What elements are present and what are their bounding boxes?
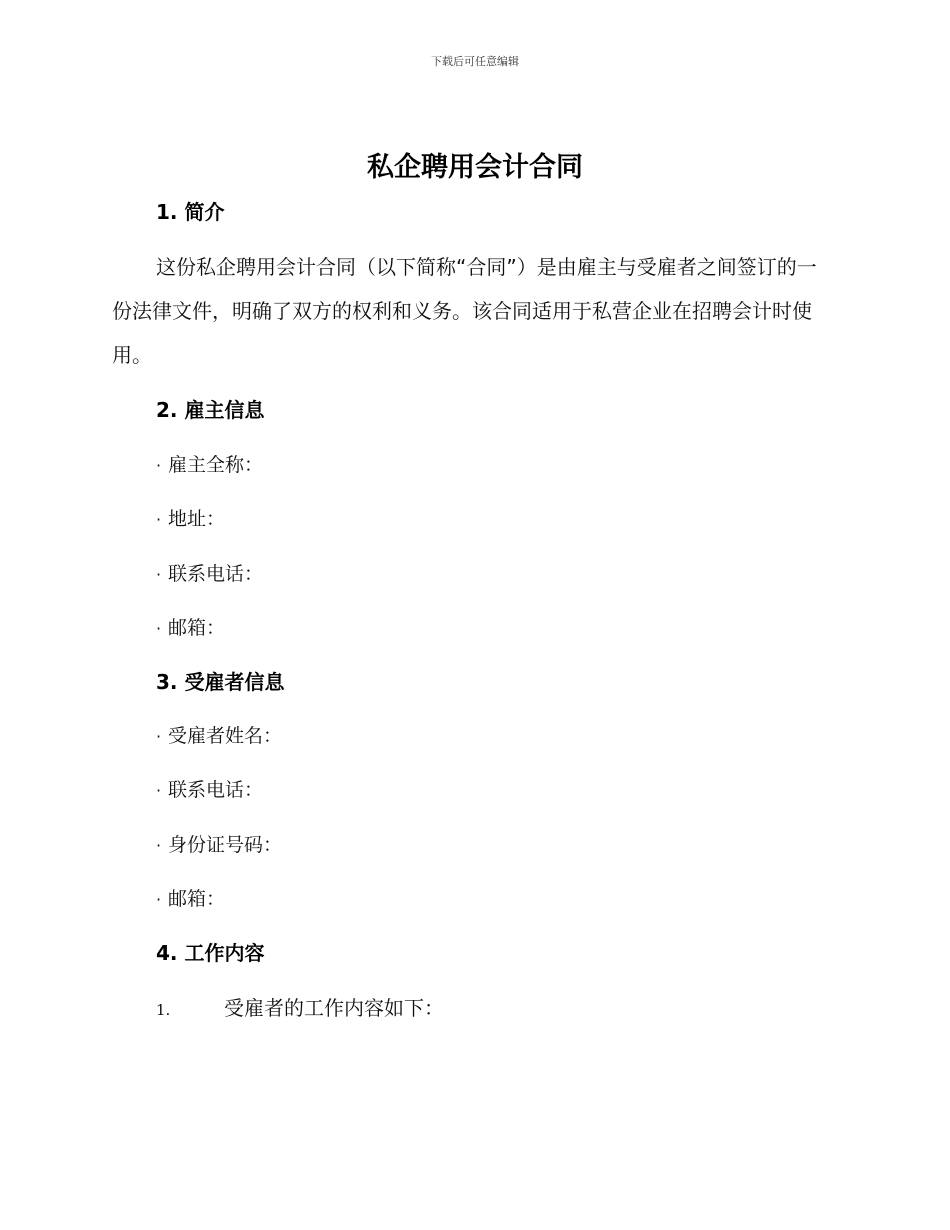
employer-item	[156, 559, 263, 590]
employee-item	[156, 775, 263, 806]
bullet-dot: ·	[156, 890, 162, 909]
section-heading-employer: 2. 雇主信息	[156, 398, 265, 422]
numbered-item-text: 受雇者的工作内容如下：	[224, 996, 444, 1020]
employer-item-label: 邮箱：	[168, 617, 226, 639]
employee-item	[156, 721, 282, 752]
employer-item	[156, 450, 263, 481]
section-heading-job-content: 4. 工作内容	[156, 941, 265, 965]
intro-paragraph	[112, 245, 832, 377]
employer-item-label: 联系电话：	[168, 563, 264, 585]
employer-item-label: 雇主全称：	[168, 454, 264, 476]
document-title: 私企聘用会计合同	[367, 152, 583, 183]
intro-paragraph-text: 这份私企聘用会计合同（以下简称“合同”）是由雇主与受雇者之间签订的一份法律文件，明确了双方的权利和义务。该合同适用于私营企业在招聘会计时使用。	[112, 255, 817, 367]
bullet-dot: ·	[156, 727, 162, 746]
employer-item-label: 地址：	[168, 508, 226, 530]
bullet-dot: ·	[156, 456, 162, 475]
section-heading-employee: 3. 受雇者信息	[156, 670, 285, 694]
bullet-dot: ·	[156, 781, 162, 800]
bullet-dot: ·	[156, 619, 162, 638]
section-heading-intro: 1. 简介	[156, 200, 225, 224]
employee-item-label: 邮箱：	[168, 888, 226, 910]
item-number: 1.	[156, 1001, 171, 1019]
bullet-dot: ·	[156, 565, 162, 584]
employee-item	[156, 884, 225, 915]
employer-item	[156, 504, 225, 535]
employee-item-label: 受雇者姓名：	[168, 725, 283, 747]
numbered-item	[156, 993, 444, 1025]
employee-item-label: 身份证号码：	[168, 834, 283, 856]
bullet-dot: ·	[156, 836, 162, 855]
employee-item	[156, 830, 282, 861]
employee-item-label: 联系电话：	[168, 779, 264, 801]
bullet-dot: ·	[156, 510, 162, 529]
employer-item	[156, 613, 225, 644]
header-note: 下载后可任意编辑	[431, 55, 519, 68]
